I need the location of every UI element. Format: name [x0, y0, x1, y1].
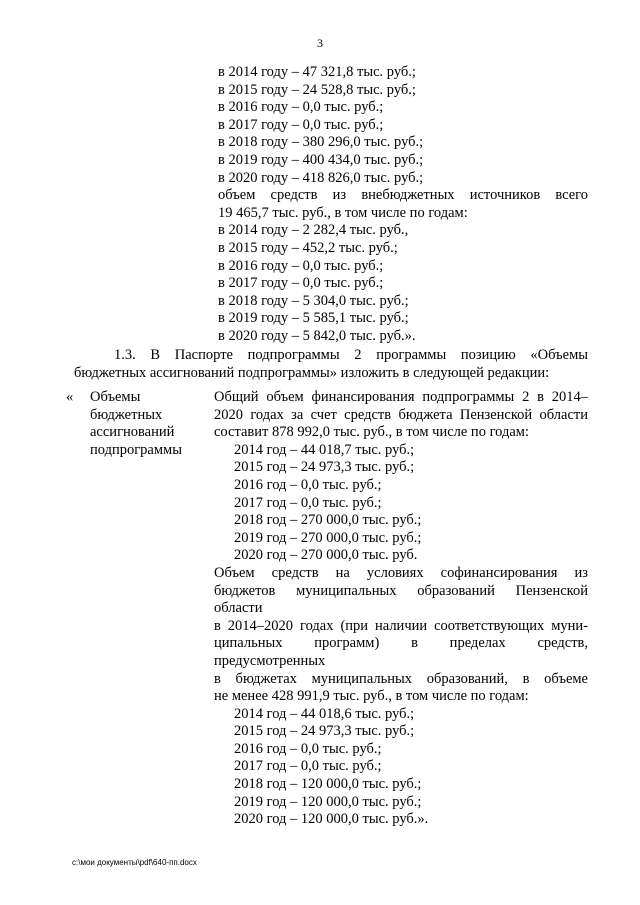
cofinancing-line: в бюджетах муниципальных образований, в объеме [214, 670, 588, 687]
year-line-2014: в 2014 году – 47 321,8 тыс. руб.; [218, 64, 416, 80]
cofin-year-2015: 2015 год – 24 973,3 тыс. руб.; [234, 723, 415, 740]
label-line: подпрограммы [90, 441, 182, 458]
year-line-2018: в 2018 году – 380 296,0 тыс. руб.; [218, 134, 424, 151]
cofin-year-2014: 2014 год – 44 018,6 тыс. руб.; [234, 705, 415, 722]
cofinancing-line: в 2014–2020 годах (при наличии соответствующих муни- [214, 617, 588, 634]
extrabudget-heading: объем средств из внебюджетных источников всего [218, 187, 588, 204]
intro-line: 2020 годах за счет средств бюджета Пензенской области [214, 406, 588, 423]
cofinancing-line: Объем средств на условиях софинансирования из [214, 564, 588, 581]
cofin-year-2020: 2020 год – 120 000,0 тыс. руб.». [234, 811, 429, 828]
extrabudget-line-2016: в 2016 году – 0,0 тыс. руб.; [218, 257, 384, 274]
budget-year-2018: 2018 год – 270 000,0 тыс. руб.; [234, 512, 422, 529]
budget-year-2016: 2016 год – 0,0 тыс. руб.; [234, 476, 382, 493]
cofin-year-2019: 2019 год – 120 000,0 тыс. руб.; [234, 793, 422, 810]
cofin-year-2017: 2017 год – 0,0 тыс. руб.; [234, 758, 382, 775]
year-line-2019: в 2019 году – 400 434,0 тыс. руб.; [218, 151, 424, 168]
budget-year-2014: 2014 год – 44 018,7 тыс. руб.; [234, 441, 415, 458]
intro-line: Общий объем финансирования подпрограммы 2 в 2014– [214, 389, 588, 405]
label-line: ассигнований [90, 424, 175, 441]
label-line: Объемы [90, 389, 141, 405]
extrabudget-line-2017: в 2017 году – 0,0 тыс. руб.; [218, 275, 384, 292]
label-line: бюджетных [90, 406, 163, 423]
cofinancing-line: бюджетов муниципальных образований Пензенской области [214, 582, 588, 617]
amendment-line-2: бюджетных ассигнований подпрограммы» изложить в следующей редакции: [74, 364, 550, 381]
extrabudget-line-2020: в 2020 году – 5 842,0 тыс. руб.». [218, 327, 416, 344]
cofinancing-line: ципальных программ) в пределах средств, предусмотренных [214, 635, 588, 669]
year-line-2016: в 2016 году – 0,0 тыс. руб.; [218, 99, 384, 116]
extrabudget-line-2019: в 2019 году – 5 585,1 тыс. руб.; [218, 310, 409, 327]
footer-file-path: c:\мои документы\pdf\640-пп.docx [72, 858, 197, 867]
extrabudget-line-2014: в 2014 году – 2 282,4 тыс. руб., [218, 222, 409, 239]
funding-by-year-block [218, 64, 588, 346]
cofinancing-last-line: не менее 428 991,9 тыс. руб., в том числе по годам: [214, 688, 529, 705]
cofin-year-2016: 2016 год – 0,0 тыс. руб.; [234, 740, 382, 757]
intro-last-line: составит 878 992,0 тыс. руб., в том числе по годам: [214, 424, 530, 441]
budget-year-2020: 2020 год – 270 000,0 тыс. руб. [234, 547, 418, 564]
budget-year-2015: 2015 год – 24 973,3 тыс. руб.; [234, 459, 415, 476]
year-line-2017: в 2017 году – 0,0 тыс. руб.; [218, 116, 384, 133]
passport-row-value [214, 389, 588, 829]
extrabudget-line-2018: в 2018 году – 5 304,0 тыс. руб.; [218, 292, 409, 309]
amendment-paragraph [74, 347, 588, 382]
budget-year-2019: 2019 год – 270 000,0 тыс. руб.; [234, 529, 422, 546]
page-number: 3 [317, 36, 323, 50]
extrabudget-line-2015: в 2015 году – 452,2 тыс. руб.; [218, 239, 398, 256]
amendment-line-1: 1.3. В Паспорте подпрограммы 2 программы позицию «Объемы [114, 347, 588, 363]
extrabudget-total: 19 465,7 тыс. руб., в том числе по годам: [218, 204, 468, 221]
year-line-2020: в 2020 году – 418 826,0 тыс. руб.; [218, 169, 424, 186]
opening-quote-mark: « [66, 389, 74, 405]
passport-row-label [90, 389, 208, 459]
budget-year-2017: 2017 год – 0,0 тыс. руб.; [234, 494, 382, 511]
year-line-2015: в 2015 году – 24 528,8 тыс. руб.; [218, 81, 416, 98]
cofin-year-2018: 2018 год – 120 000,0 тыс. руб.; [234, 776, 422, 793]
